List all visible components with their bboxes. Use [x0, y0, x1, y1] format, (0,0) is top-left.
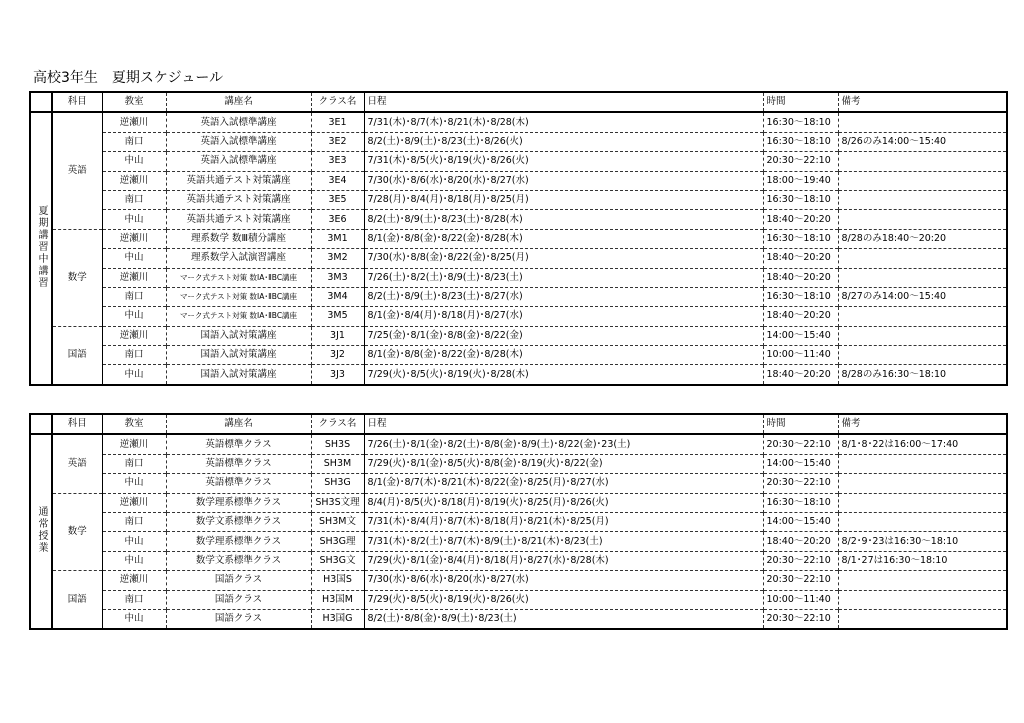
note-cell [838, 474, 1007, 493]
dates-cell: 7/30(水)･8/6(水)･8/20(水)･8/27(水) [364, 171, 763, 190]
header-time: 時間 [763, 414, 838, 434]
time-cell: 18:40～20:20 [763, 210, 838, 229]
dates-cell: 7/30(水)･8/6(水)･8/20(水)･8/27(水) [364, 571, 763, 590]
room-cell: 南口 [102, 512, 166, 531]
class-cell: SH3M文 [311, 512, 364, 531]
class-cell: 3E4 [311, 171, 364, 190]
table-row [30, 152, 1007, 171]
header-note: 備考 [838, 414, 1007, 434]
class-cell: 3E2 [311, 132, 364, 151]
course-cell: 理系数学 数Ⅲ積分講座 [166, 229, 311, 248]
class-cell: 3E6 [311, 210, 364, 229]
table-row [30, 590, 1007, 609]
course-cell: 英語共通テスト対策講座 [166, 171, 311, 190]
class-cell: 3M1 [311, 229, 364, 248]
note-cell [838, 512, 1007, 531]
course-cell: マーク式テスト対策 数ⅠA･ⅡBC講座 [166, 268, 311, 287]
note-cell [838, 171, 1007, 190]
class-cell: 3M2 [311, 249, 364, 268]
dates-cell: 7/25(金)･8/1(金)･8/8(金)･8/22(金) [364, 326, 763, 345]
header-time: 時間 [763, 92, 838, 112]
room-cell: 南口 [102, 287, 166, 306]
category-cell [30, 434, 52, 629]
time-cell: 20:30～22:10 [763, 571, 838, 590]
time-cell: 18:40～20:20 [763, 249, 838, 268]
time-cell: 18:00～19:40 [763, 171, 838, 190]
room-cell: 南口 [102, 190, 166, 209]
course-cell: 理系数学入試演習講座 [166, 249, 311, 268]
note-cell [838, 346, 1007, 365]
course-cell: 英語共通テスト対策講座 [166, 210, 311, 229]
time-cell: 16:30～18:10 [763, 190, 838, 209]
class-cell: 3E3 [311, 152, 364, 171]
room-cell: 逆瀬川 [102, 112, 166, 132]
course-cell: 国語クラス [166, 609, 311, 629]
subject-cell: 数学 [52, 493, 102, 571]
room-cell: 中山 [102, 307, 166, 326]
table-row [30, 609, 1007, 629]
class-cell: SH3M [311, 454, 364, 473]
room-cell: 中山 [102, 152, 166, 171]
course-cell: マーク式テスト対策 数ⅠA･ⅡBC講座 [166, 307, 311, 326]
dates-cell: 8/4(月)･8/5(火)･8/18(月)･8/19(火)･8/25(月)･8/26(火) [364, 493, 763, 512]
dates-cell: 8/2(土)･8/8(金)･8/9(土)･8/23(土) [364, 609, 763, 629]
course-cell: 数学理系標準クラス [166, 493, 311, 512]
dates-cell: 7/31(木)･8/5(火)･8/19(火)･8/26(火) [364, 152, 763, 171]
room-cell: 中山 [102, 210, 166, 229]
course-cell: 英語入試標準講座 [166, 112, 311, 132]
dates-cell: 7/30(水)･8/8(金)･8/22(金)･8/25(月) [364, 249, 763, 268]
room-cell: 逆瀬川 [102, 571, 166, 590]
summer-course-table [29, 91, 1008, 386]
note-cell [838, 307, 1007, 326]
table-row [30, 532, 1007, 551]
time-cell: 18:40～20:20 [763, 365, 838, 385]
class-cell: SH3G [311, 474, 364, 493]
dates-cell: 8/1(金)･8/4(月)･8/18(月)･8/27(水) [364, 307, 763, 326]
class-cell: SH3G文 [311, 551, 364, 570]
header-subject: 科目 [52, 414, 102, 434]
course-cell: 国語クラス [166, 571, 311, 590]
dates-cell: 7/31(木)･8/7(木)･8/21(木)･8/28(木) [364, 112, 763, 132]
note-cell [838, 590, 1007, 609]
class-cell: 3E5 [311, 190, 364, 209]
dates-cell: 7/29(火)･8/5(火)･8/19(火)･8/26(火) [364, 590, 763, 609]
room-cell: 中山 [102, 551, 166, 570]
room-cell: 中山 [102, 532, 166, 551]
time-cell: 10:00～11:40 [763, 346, 838, 365]
note-cell: 8/26のみ14:00～15:40 [838, 132, 1007, 151]
dates-cell: 7/29(火)･8/1(金)･8/4(月)･8/18(月)･8/27(水)･8/28(木) [364, 551, 763, 570]
table-row [30, 132, 1007, 151]
time-cell: 16:30～18:10 [763, 287, 838, 306]
subject-cell: 英語 [52, 434, 102, 493]
note-cell: 8/28のみ18:40～20:20 [838, 229, 1007, 248]
dates-cell: 7/31(木)･8/4(月)･8/7(木)･8/18(月)･8/21(木)･8/25(月) [364, 512, 763, 531]
note-cell: 8/1･8･22は16:00～17:40 [841, 438, 959, 450]
time-cell: 20:30～22:10 [763, 609, 838, 629]
dates-cell: 8/2(土)･8/9(土)･8/23(土)･8/27(水) [364, 287, 763, 306]
note-cell [838, 210, 1007, 229]
header-dates: 日程 [364, 414, 763, 434]
table-row [30, 474, 1007, 493]
dates-cell: 7/31(木)･8/2(土)･8/7(木)･8/9(土)･8/21(木)･8/23(土) [364, 532, 763, 551]
table-row [30, 512, 1007, 531]
time-cell: 16:30～18:10 [763, 229, 838, 248]
class-cell: H3国G [311, 609, 364, 629]
category-cell [30, 112, 52, 384]
time-cell: 16:30～18:10 [763, 493, 838, 512]
time-cell: 20:30～22:10 [763, 434, 838, 454]
table-row [30, 229, 1007, 248]
course-cell: 国語入試対策講座 [166, 346, 311, 365]
table-row [30, 571, 1007, 590]
header-category [30, 414, 52, 434]
dates-cell: 7/26(土)･8/1(金)･8/2(土)･8/8(金)･8/9(土)･8/22(金)･23(土) [364, 434, 763, 454]
room-cell: 中山 [102, 474, 166, 493]
page-title: 高校3年生 夏期スケジュール [33, 70, 224, 86]
room-cell: 逆瀬川 [102, 326, 166, 345]
room-cell: 逆瀬川 [102, 268, 166, 287]
note-cell [838, 571, 1007, 590]
time-cell: 14:00～15:40 [763, 326, 838, 345]
course-cell: 国語入試対策講座 [166, 365, 311, 385]
note-cell [838, 609, 1007, 629]
note-cell [838, 249, 1007, 268]
time-cell: 20:30～22:10 [763, 152, 838, 171]
table-row [30, 551, 1007, 570]
room-cell: 中山 [102, 249, 166, 268]
class-cell: SH3S文理 [311, 493, 364, 512]
dates-cell: 8/1(金)･8/8(金)･8/22(金)･8/28(木) [364, 229, 763, 248]
course-cell: 英語共通テスト対策講座 [166, 190, 311, 209]
class-cell: SH3G理 [311, 532, 364, 551]
header-class: クラス名 [311, 414, 364, 434]
time-cell: 14:00～15:40 [763, 512, 838, 531]
table-header-row [30, 92, 1007, 112]
room-cell: 中山 [102, 609, 166, 629]
note-cell [838, 454, 1007, 473]
table-row [30, 346, 1007, 365]
class-cell: 3E1 [311, 112, 364, 132]
dates-cell: 7/29(火)･8/1(金)･8/5(火)･8/8(金)･8/19(火)･8/22(金) [364, 454, 763, 473]
subject-cell: 国語 [52, 571, 102, 630]
note-cell [838, 326, 1007, 345]
course-cell: 国語入試対策講座 [166, 326, 311, 345]
class-cell: 3J1 [311, 326, 364, 345]
table-row [30, 287, 1007, 306]
class-cell: 3M4 [311, 287, 364, 306]
class-cell: H3国S [311, 571, 364, 590]
time-cell: 18:40～20:20 [763, 307, 838, 326]
dates-cell: 8/2(土)･8/9(土)･8/23(土)･8/26(火) [364, 132, 763, 151]
note-cell [838, 493, 1007, 512]
table-row [30, 268, 1007, 287]
time-cell: 10:00～11:40 [763, 590, 838, 609]
header-course: 講座名 [166, 92, 311, 112]
table-header-row [30, 414, 1007, 434]
dates-cell: 8/1(金)･8/7(木)･8/21(木)･8/22(金)･8/25(月)･8/27(水) [364, 474, 763, 493]
header-room: 教室 [102, 92, 166, 112]
course-cell: マーク式テスト対策 数ⅠA･ⅡBC講座 [166, 287, 311, 306]
category-label: 通常授業 [36, 505, 47, 554]
time-cell: 20:30～22:10 [763, 474, 838, 493]
time-cell: 18:40～20:20 [763, 532, 838, 551]
room-cell: 逆瀬川 [102, 493, 166, 512]
subject-cell: 英語 [52, 112, 102, 229]
header-category [30, 92, 52, 112]
note-cell [838, 112, 1007, 132]
note-cell [838, 190, 1007, 209]
table-row [30, 493, 1007, 512]
class-cell: SH3S [311, 434, 364, 454]
header-room: 教室 [102, 414, 166, 434]
course-cell: 国語クラス [166, 590, 311, 609]
class-cell: 3J3 [311, 365, 364, 385]
class-cell: 3M3 [311, 268, 364, 287]
header-note: 備考 [838, 92, 1007, 112]
note-cell: 8/2･9･23は16:30～18:10 [838, 532, 1007, 551]
note-cell [838, 268, 1007, 287]
regular-class-table [29, 413, 1008, 630]
dates-cell: 8/1(金)･8/8(金)･8/22(金)･8/28(木) [364, 346, 763, 365]
header-class: クラス名 [311, 92, 364, 112]
table-row [30, 365, 1007, 385]
header-course: 講座名 [166, 414, 311, 434]
course-cell: 英語標準クラス [166, 474, 311, 493]
course-cell: 数学文系標準クラス [166, 512, 311, 531]
room-cell: 中山 [102, 365, 166, 385]
table-row [30, 307, 1007, 326]
course-cell: 数学文系標準クラス [166, 551, 311, 570]
course-cell: 英語標準クラス [166, 454, 311, 473]
subject-cell: 数学 [52, 229, 102, 326]
room-cell: 南口 [102, 590, 166, 609]
note-cell: 8/1･27は16:30～18:10 [838, 551, 1007, 570]
dates-cell: 7/29(火)･8/5(火)･8/19(火)･8/28(木) [364, 365, 763, 385]
class-cell: 3J2 [311, 346, 364, 365]
table-row [30, 171, 1007, 190]
course-cell: 英語入試標準講座 [166, 152, 311, 171]
course-cell: 英語標準クラス [166, 434, 311, 454]
table-row [30, 210, 1007, 229]
room-cell: 南口 [102, 132, 166, 151]
table-row [30, 434, 1007, 454]
header-dates: 日程 [364, 92, 763, 112]
class-cell: 3M5 [311, 307, 364, 326]
header-subject: 科目 [52, 92, 102, 112]
dates-cell: 8/2(土)･8/9(土)･8/23(土)･8/28(木) [364, 210, 763, 229]
note-cell [838, 152, 1007, 171]
time-cell: 16:30～18:10 [763, 132, 838, 151]
subject-cell: 国語 [52, 326, 102, 385]
time-cell: 20:30～22:10 [763, 551, 838, 570]
dates-cell: 7/28(月)･8/4(月)･8/18(月)･8/25(月) [364, 190, 763, 209]
course-cell: 数学理系標準クラス [166, 532, 311, 551]
class-cell: H3国M [311, 590, 364, 609]
table-row [30, 112, 1007, 132]
table-row [30, 326, 1007, 345]
time-cell: 18:40～20:20 [763, 268, 838, 287]
room-cell: 逆瀬川 [102, 229, 166, 248]
note-cell: 8/27のみ14:00～15:40 [838, 287, 1007, 306]
table-row [30, 190, 1007, 209]
course-cell: 英語入試標準講座 [166, 132, 311, 151]
table-row [30, 454, 1007, 473]
room-cell: 逆瀬川 [102, 434, 166, 454]
note-cell: 8/28のみ16:30～18:10 [838, 365, 1007, 385]
dates-cell: 7/26(土)･8/2(土)･8/9(土)･8/23(土) [364, 268, 763, 287]
room-cell: 逆瀬川 [102, 171, 166, 190]
time-cell: 14:00～15:40 [763, 454, 838, 473]
category-label: 夏期講習中講習 [36, 204, 47, 289]
room-cell: 南口 [102, 454, 166, 473]
table-row [30, 249, 1007, 268]
room-cell: 南口 [102, 346, 166, 365]
time-cell: 16:30～18:10 [763, 112, 838, 132]
